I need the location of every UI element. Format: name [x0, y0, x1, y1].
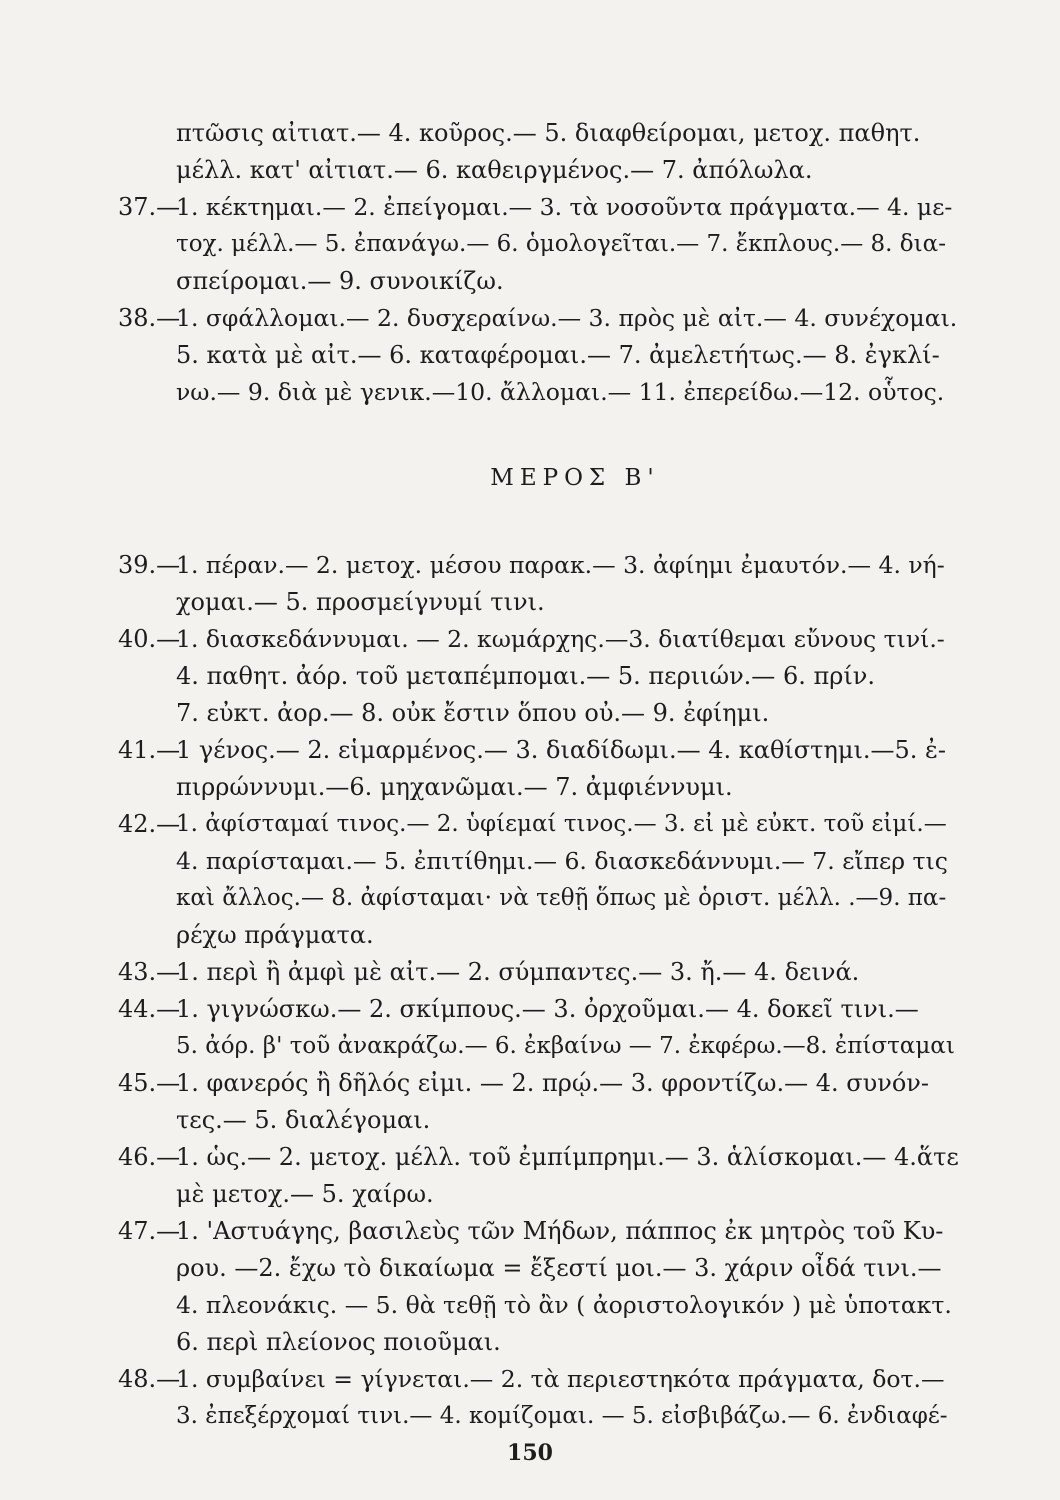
text-line: [0, 1248, 1060, 1288]
line-text: καὶ ἄλλος.— 8. ἀφίσταμαι· νὰ τεθῇ ὅπως μὲ ὁριστ. μέλλ. .—9. πα-: [176, 885, 947, 911]
text-line: [0, 1285, 1060, 1325]
line-text: 1. φανερός ἢ δῆλός εἰμι. — 2. πρῴ.— 3. φροντίζω.— 4. συνόν-: [176, 1069, 929, 1097]
line-text: 4. παρίσταμαι.— 5. ἐπιτίθημι.— 6. διασκεδάννυμι.— 7. εἴπερ τις: [176, 847, 948, 875]
entry-line: [0, 1211, 1060, 1251]
entry-number: 48.—: [118, 1365, 181, 1393]
line-text: 1. σφάλλομαι.— 2. δυσχεραίνω.— 3. πρὸς μὲ αἰτ.— 4. συνέχομαι.: [176, 304, 958, 332]
entry-line: [0, 619, 1060, 659]
text-line: [0, 372, 1060, 412]
line-text: 1. ὡς.— 2. μετοχ. μέλλ. τοῦ ἐμπίμπρημι.— 3. ἁλίσκομαι.— 4.ἅτε: [176, 1143, 959, 1171]
entry-number: 42.—: [118, 810, 181, 838]
entry-line: [0, 804, 1060, 844]
line-text: 4. παθητ. ἀόρ. τοῦ μεταπέμπομαι.— 5. περιιών.— 6. πρίν.: [176, 662, 875, 690]
text-line: [0, 878, 1060, 918]
text-line: [0, 335, 1060, 375]
text-line: [0, 1026, 1060, 1066]
text-line: [0, 656, 1060, 696]
entry-number: 41.—: [118, 736, 181, 764]
line-text: πιρρώννυμι.—6. μηχανῶμαι.— 7. ἀμφιέννυμι.: [176, 773, 733, 801]
line-text: 4. πλεονάκις. — 5. θὰ τεθῇ τὸ ἂν ( ἀοριστολογικόν ) μὲ ὑποτακτ.: [176, 1291, 952, 1319]
text-line: [0, 1322, 1060, 1362]
entry-line: [0, 730, 1060, 770]
line-text: 6. περὶ πλείονος ποιοῦμαι.: [176, 1328, 501, 1356]
entry-line: [0, 1063, 1060, 1103]
line-text: 1. πέραν.— 2. μετοχ. μέσου παρακ.— 3. ἀφίημι ἐμαυτόν.— 4. νή-: [176, 551, 945, 579]
entry-line: [0, 952, 1060, 992]
text-line: [0, 582, 1060, 622]
entry-line: [0, 1359, 1060, 1399]
line-text: 1. περὶ ἢ ἀμφὶ μὲ αἰτ.— 2. σύμπαντες.— 3. ἤ.— 4. δεινά.: [176, 958, 860, 986]
entry-number: 43.—: [118, 958, 181, 986]
line-text: 1. 'Αστυάγης, βασιλεὺς τῶν Μήδων, πάππος ἐκ μητρὸς τοῦ Κυ-: [176, 1217, 944, 1245]
entry-number: 46.—: [118, 1143, 181, 1171]
line-text: ρέχω πράγματα.: [176, 921, 374, 949]
entry-number: 37.—: [118, 193, 181, 221]
line-text: μὲ μετοχ.— 5. χαίρω.: [176, 1180, 434, 1208]
text-line: [0, 767, 1060, 807]
text-line: [0, 1100, 1060, 1140]
entry-line: [0, 545, 1060, 585]
line-text: χομαι.— 5. προσμείγνυμί τινι.: [176, 588, 545, 616]
text-line: [0, 113, 1060, 153]
entry-number: 39.—: [118, 551, 181, 579]
line-text: 1. γιγνώσκω.— 2. σκίμπους.— 3. ὀρχοῦμαι.— 4. δοκεῖ τινι.—: [176, 995, 919, 1023]
line-text: ρου. —2. ἔχω τὸ δικαίωμα = ἔξεστί μοι.— 3. χάριν οἶδά τινι.—: [176, 1254, 942, 1282]
line-text: 5. κατὰ μὲ αἰτ.— 6. καταφέρομαι.— 7. ἀμελετήτως.— 8. ἐγκλί-: [176, 341, 940, 369]
text-line: [0, 150, 1060, 190]
line-text: 3. ἐπεξέρχομαί τινι.— 4. κομίζομαι. — 5. εἰσβιβάζω.— 6. ἐνδιαφέ-: [176, 1403, 948, 1429]
line-text: 5. ἀόρ. β' τοῦ ἀνακράζω.— 6. ἐκβαίνω — 7. ἐκφέρω.—8. ἐπίσταμαι: [176, 1033, 955, 1059]
entry-line: [0, 298, 1060, 338]
text-line: [0, 1396, 1060, 1436]
entry-number: 40.—: [118, 625, 181, 653]
entry-line: [0, 989, 1060, 1029]
line-text: τοχ. μέλλ.— 5. ἐπανάγω.— 6. ὁμολογεῖται.— 7. ἔκπλους.— 8. δια-: [176, 231, 946, 257]
entry-number: 38.—: [118, 304, 181, 332]
line-text: 1. διασκεδάννυμαι. — 2. κωμάρχης.—3. διατίθεμαι εὔνους τινί.-: [176, 625, 945, 653]
text-line: [0, 693, 1060, 733]
line-text: 1 γένος.— 2. εἱμαρμένος.— 3. διαδίδωμι.— 4. καθίστημι.—5. ἐ-: [176, 736, 946, 764]
page-number: 150: [507, 1440, 553, 1466]
line-text: 1. συμβαίνει = γίγνεται.— 2. τὰ περιεστηκότα πράγματα, δοτ.—: [176, 1365, 945, 1393]
line-text: σπείρομαι.— 9. συνοικίζω.: [176, 267, 504, 295]
text-line: [0, 915, 1060, 955]
line-text: μέλλ. κατ' αἰτιατ.— 6. καθειργμένος.— 7. ἀπόλωλα.: [176, 156, 813, 184]
line-text: 1. ἀφίσταμαί τινος.— 2. ὑφίεμαί τινος.— 3. εἰ μὲ εὐκτ. τοῦ εἰμί.—: [176, 811, 947, 837]
text-line: [0, 841, 1060, 881]
line-text: 7. εὐκτ. ἀορ.— 8. οὐκ ἔστιν ὅπου οὐ.— 9. ἐφίημι.: [176, 699, 770, 727]
entry-number: 47.—: [118, 1217, 181, 1245]
text-line: [0, 261, 1060, 301]
line-text: τες.— 5. διαλέγομαι.: [176, 1106, 431, 1134]
entry-number: 44.—: [118, 995, 181, 1023]
section-heading: ΜΕΡΟΣ Β': [490, 465, 660, 491]
line-text: πτῶσις αἰτιατ.— 4. κοῦρος.— 5. διαφθείρομαι, μετοχ. παθητ.: [176, 119, 921, 147]
text-line: [0, 1174, 1060, 1214]
text-line: [0, 224, 1060, 264]
entry-line: [0, 1137, 1060, 1177]
line-text: νω.— 9. διὰ μὲ γενικ.—10. ἄλλομαι.— 11. ἐπερείδω.—12. οὗτος.: [176, 378, 945, 406]
entry-number: 45.—: [118, 1069, 181, 1097]
entry-line: [0, 187, 1060, 227]
line-text: 1. κέκτημαι.— 2. ἐπείγομαι.— 3. τὰ νοσοῦντα πράγματα.— 4. με-: [176, 193, 953, 221]
